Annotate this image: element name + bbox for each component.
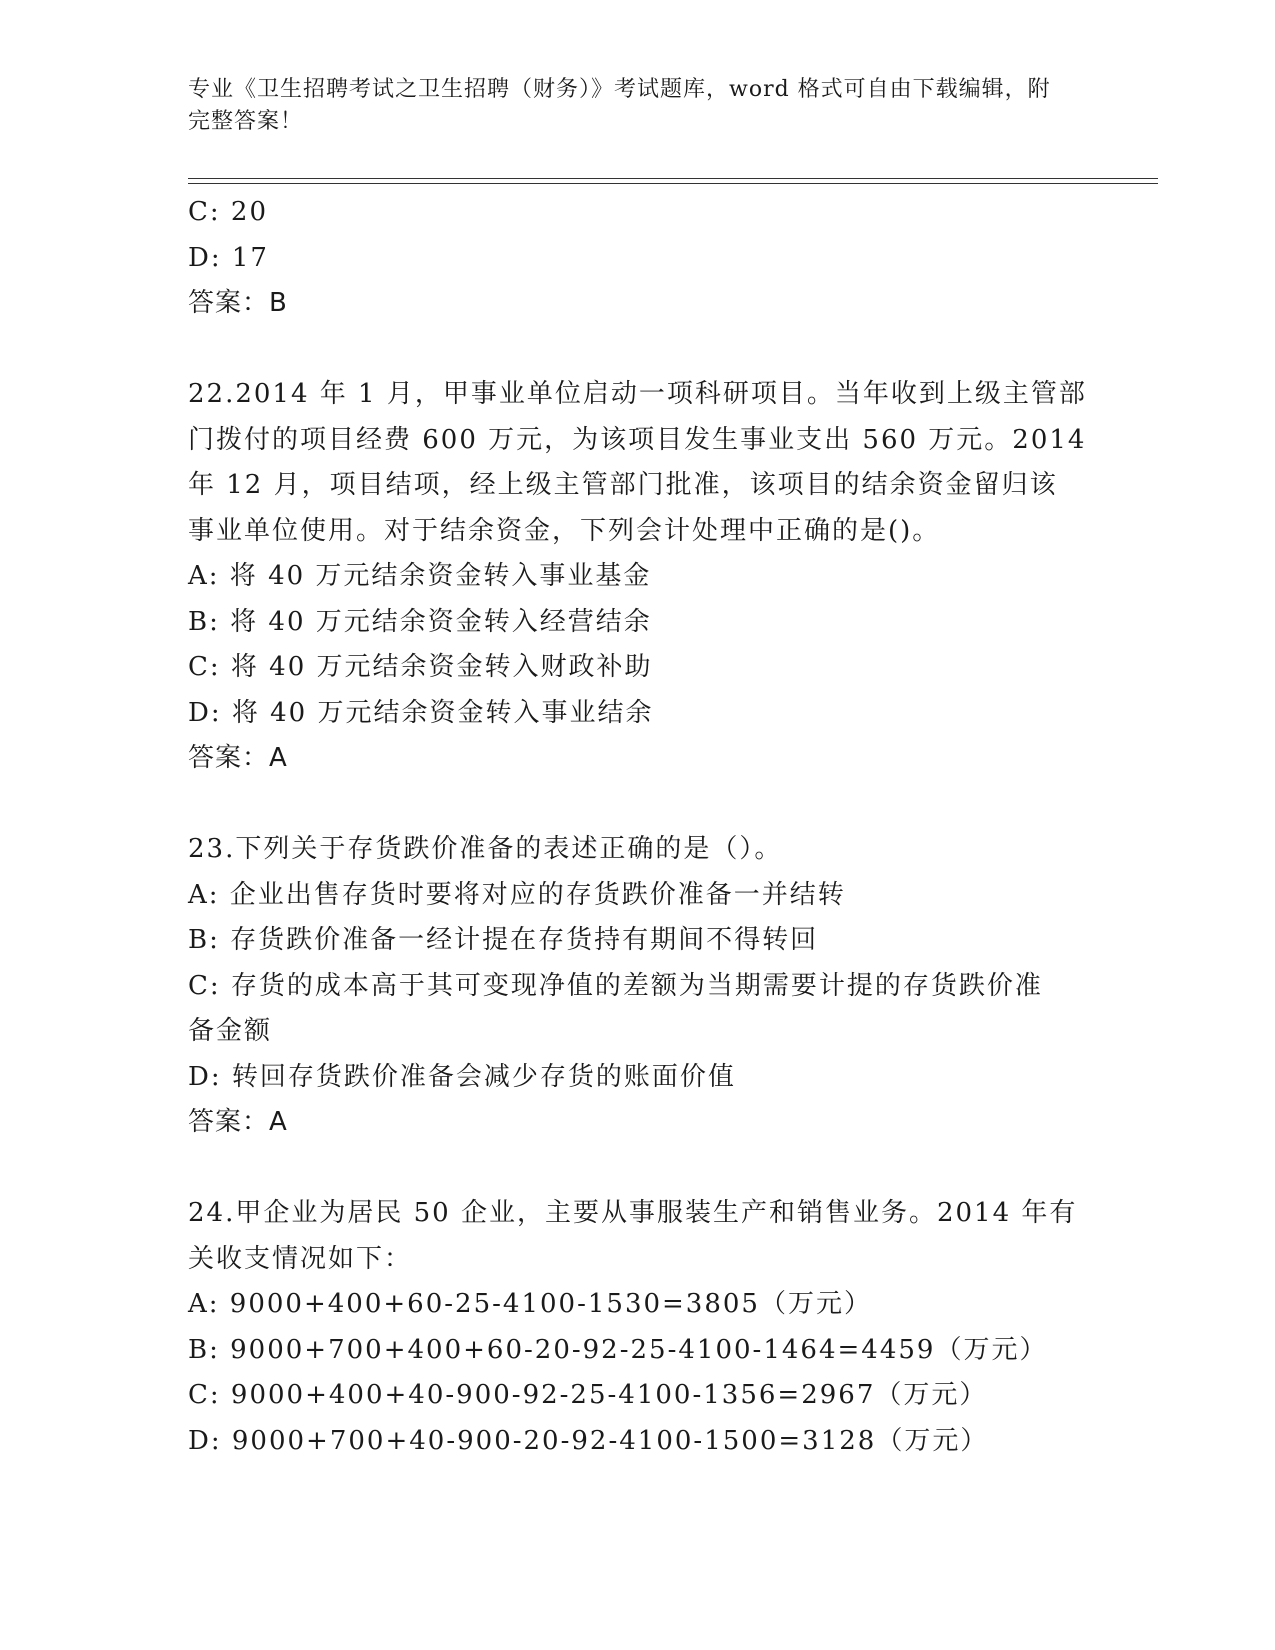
question-21-tail <box>188 190 1088 327</box>
option-d: D: 9000+700+40-900-20-92-4100-1500=3128（万元） <box>188 1425 989 1456</box>
question-stem-line: 23.下列关于存货跌价准备的表述正确的是（）。 <box>188 834 783 864</box>
document-body <box>188 190 1088 1464</box>
option-b: B: 9000+700+400+60-20-92-25-4100-1464=4459（万元） <box>188 1334 1048 1365</box>
spacer <box>188 327 1088 373</box>
question-22 <box>188 372 1088 782</box>
question-stem-line: 关收支情况如下： <box>188 1243 413 1274</box>
spacer <box>188 782 1088 828</box>
question-23 <box>188 827 1088 1146</box>
option-a: A: 企业出售存货时要将对应的存货跌价准备一并结转 <box>188 879 846 910</box>
option-c-continued: 备金额 <box>188 1016 273 1046</box>
option-c: C: 20 <box>188 197 269 227</box>
option-c: C: 9000+400+40-900-92-25-4100-1356=2967（万元） <box>188 1380 988 1410</box>
header-text: 专业《卫生招聘考试之卫生招聘（财务）》考试题库，word 格式可自由下载编辑，附完整答案！ <box>188 77 1051 134</box>
option-b: B: 将 40 万元结余资金转入经营结余 <box>188 606 652 637</box>
question-stem-line: 门拨付的项目经费 600 万元，为该项目发生事业支出 560 万元。2014 <box>188 424 1087 455</box>
option-a: A: 9000+400+60-25-4100-1530=3805（万元） <box>188 1289 872 1319</box>
option-b: B: 存货跌价准备一经计提在存货持有期间不得转回 <box>188 925 819 955</box>
answer-label: 答案：A <box>188 1107 288 1137</box>
answer-label: 答案：A <box>188 743 288 773</box>
question-stem-line: 年 12 月，项目结项，经上级主管部门批准，该项目的结余资金留归该 <box>188 470 1058 500</box>
option-a: A: 将 40 万元结余资金转入事业基金 <box>188 561 652 591</box>
question-24 <box>188 1191 1088 1464</box>
header-divider <box>188 178 1158 184</box>
answer-label: 答案：B <box>188 288 288 318</box>
option-c: C: 将 40 万元结余资金转入财政补助 <box>188 652 653 682</box>
option-d: D: 将 40 万元结余资金转入事业结余 <box>188 697 654 728</box>
question-stem-line: 24.甲企业为居民 50 企业，主要从事服装生产和销售业务。2014 年有 <box>188 1198 1078 1228</box>
option-c: C: 存货的成本高于其可变现净值的差额为当期需要计提的存货跌价准 <box>188 970 1043 1001</box>
option-d: D: 17 <box>188 242 269 273</box>
option-d: D: 转回存货跌价准备会减少存货的账面价值 <box>188 1061 736 1092</box>
question-stem-line: 22.2014 年 1 月，甲事业单位启动一项科研项目。当年收到上级主管部 <box>188 379 1087 409</box>
spacer <box>188 1146 1088 1192</box>
document-header <box>188 74 1068 138</box>
question-stem-line: 事业单位使用。对于结余资金，下列会计处理中正确的是()。 <box>188 515 941 546</box>
